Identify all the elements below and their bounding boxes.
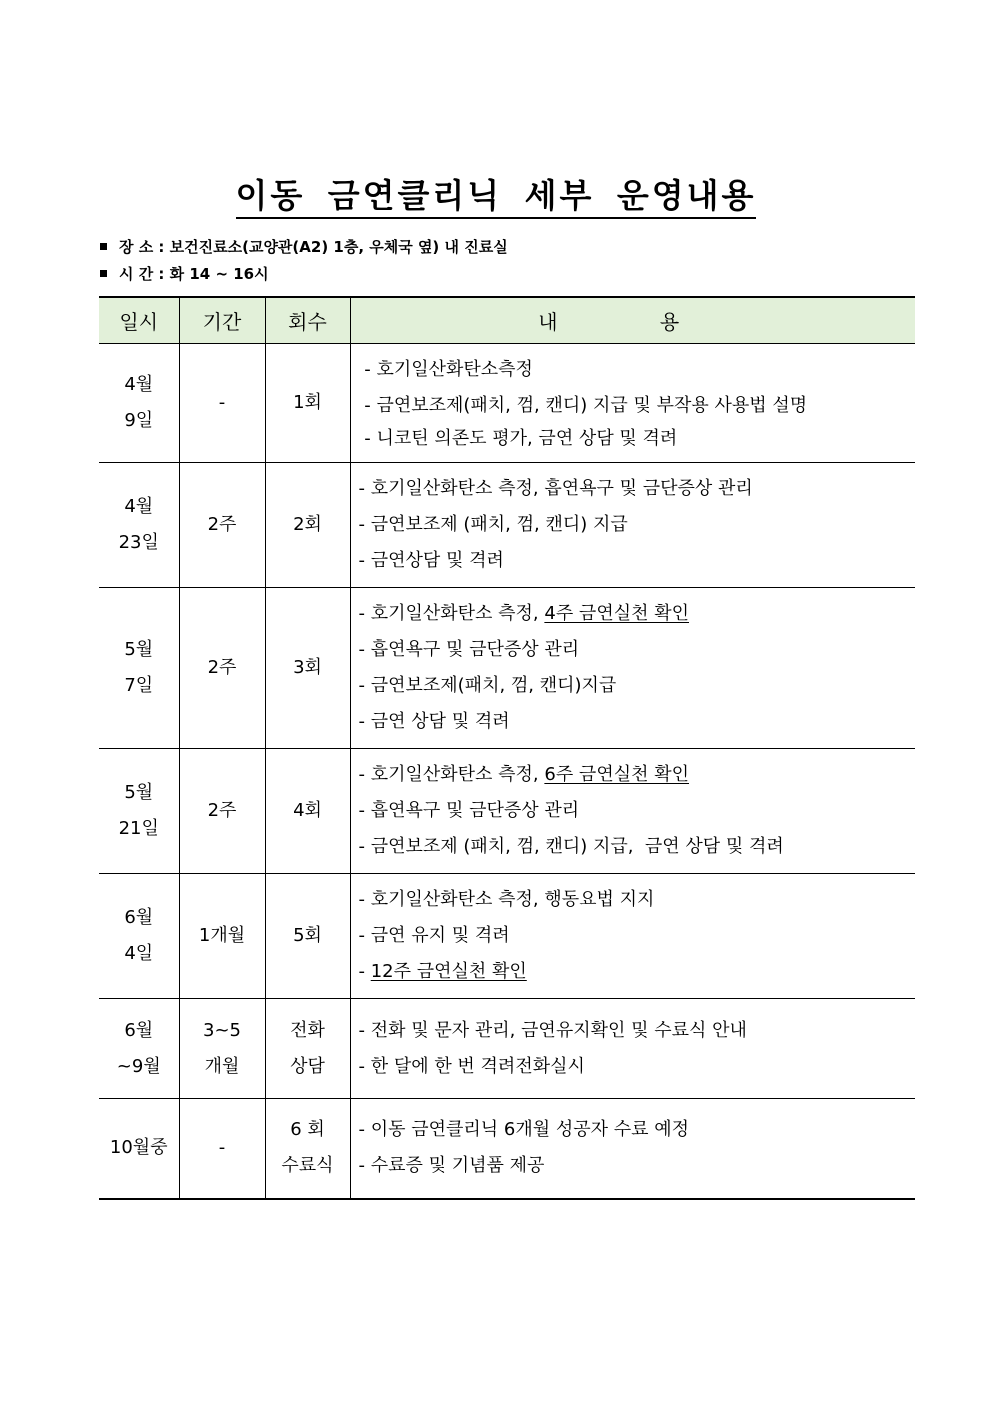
content-line — [359, 954, 916, 990]
content-text: - 금연상담 및 격려 — [358, 550, 504, 571]
cell-content — [350, 463, 915, 588]
content-line — [359, 543, 916, 579]
table-row — [99, 749, 915, 874]
header-date: 일시 — [99, 297, 179, 344]
table-row — [99, 999, 915, 1099]
table-row — [99, 874, 915, 999]
cell-count-line: 6 회 — [290, 1119, 325, 1141]
content-line — [359, 424, 916, 454]
table-row — [99, 588, 915, 749]
content-text: - 금연보조제(패치, 껌, 캔디) 지급 및 부작용 사용법 설명 — [358, 395, 808, 416]
cell-count — [265, 999, 350, 1099]
cell-date-line: 7일 — [124, 675, 154, 696]
content-line — [359, 668, 916, 704]
content-text: - 금연보조제 (패치, 껌, 캔디) 지급, 금연 상담 및 격려 — [358, 836, 784, 857]
cell-date-line: 6월 — [124, 1019, 154, 1041]
table-body — [99, 344, 915, 1199]
content-text: - 호기일산화탄소 측정, 흡연욕구 및 금단증상 관리 — [358, 478, 753, 499]
cell-period — [179, 1099, 265, 1199]
cell-content — [350, 1099, 915, 1199]
content-text: - 한 달에 한 번 격려전화실시 — [358, 1055, 585, 1077]
cell-count — [265, 463, 350, 588]
square-bullet-icon — [100, 243, 107, 250]
cell-period-line: - — [218, 392, 226, 413]
content-text: - 금연 상담 및 격려 — [358, 711, 510, 732]
content-line — [359, 507, 916, 543]
info-place — [100, 236, 508, 257]
content-text: - 흡연욕구 및 금단증상 관리 — [358, 639, 580, 660]
cell-period-line: 3~5 — [203, 1019, 241, 1041]
cell-period — [179, 999, 265, 1099]
content-text: - 호기일산화탄소 측정, — [358, 764, 545, 785]
content-text: - 호기일산화탄소 측정, — [358, 603, 545, 624]
cell-date-line: 6월 — [124, 907, 154, 928]
content-text: - 금연보조제 (패치, 껌, 캔디) 지급 — [358, 514, 628, 535]
content-line — [359, 829, 916, 865]
cell-count-line: 4회 — [293, 800, 322, 821]
underlined-text: 12주 금연실천 확인 — [370, 961, 527, 982]
cell-period-line: 2주 — [207, 657, 237, 678]
cell-period — [179, 588, 265, 749]
cell-count-line: 수료식 — [281, 1155, 334, 1177]
cell-content — [350, 999, 915, 1099]
table-row — [99, 344, 915, 463]
cell-period — [179, 874, 265, 999]
info-place-text: 장 소 : 보건진료소(교양관(A2) 1층, 우체국 옆) 내 진료실 — [119, 238, 508, 256]
header-count: 회수 — [265, 297, 350, 344]
cell-count — [265, 874, 350, 999]
cell-count-line: 상담 — [290, 1055, 325, 1077]
square-bullet-icon — [100, 270, 107, 277]
cell-period-line: 2주 — [207, 800, 237, 821]
cell-content — [350, 344, 915, 463]
cell-date-line: 9일 — [124, 410, 154, 431]
cell-date-line: 10월중 — [109, 1137, 168, 1159]
cell-date — [99, 463, 179, 588]
content-line — [359, 596, 916, 632]
info-time — [100, 263, 269, 284]
cell-date-line: 5월 — [124, 782, 154, 803]
cell-count-line: 3회 — [293, 657, 322, 678]
schedule-table — [99, 296, 915, 1200]
content-line — [359, 1112, 916, 1148]
cell-count — [265, 344, 350, 463]
content-line — [359, 704, 916, 740]
underlined-text: 6주 금연실천 확인 — [544, 764, 689, 785]
cell-date — [99, 749, 179, 874]
content-line — [359, 1049, 916, 1085]
cell-count — [265, 588, 350, 749]
cell-content — [350, 588, 915, 749]
cell-count — [265, 1099, 350, 1199]
content-text: - 금연보조제(패치, 껌, 캔디)지급 — [358, 675, 617, 696]
page-title — [0, 170, 992, 217]
table-row — [99, 463, 915, 588]
cell-date-line: 4월 — [124, 496, 154, 517]
content-text: - 이동 금연클리닉 6개월 성공자 수료 예정 — [358, 1119, 689, 1141]
content-line — [359, 632, 916, 668]
table-row — [99, 1099, 915, 1199]
cell-count-line: 전화 — [290, 1019, 325, 1041]
cell-period-line: 개월 — [204, 1055, 240, 1077]
cell-date — [99, 1099, 179, 1199]
content-text: - 전화 및 문자 관리, 금연유지확인 및 수료식 안내 — [358, 1019, 747, 1041]
cell-period-line: - — [218, 1137, 226, 1159]
cell-content — [350, 874, 915, 999]
cell-date — [99, 588, 179, 749]
cell-count-line: 5회 — [293, 925, 322, 946]
cell-period-line: 2주 — [207, 514, 237, 535]
content-line — [359, 388, 916, 424]
cell-date — [99, 344, 179, 463]
content-line — [359, 757, 916, 793]
cell-count-line: 2회 — [293, 514, 322, 535]
header-period: 기간 — [179, 297, 265, 344]
content-text: - 호기일산화탄소측정 — [358, 359, 533, 380]
cell-date — [99, 999, 179, 1099]
cell-period — [179, 344, 265, 463]
content-line — [359, 1148, 916, 1184]
content-line — [359, 352, 916, 388]
header-content: 내 용 — [350, 297, 915, 344]
cell-count-line: 1회 — [293, 392, 322, 413]
cell-date-line: 21일 — [118, 818, 159, 839]
cell-period-line: 1개월 — [198, 925, 246, 946]
underlined-text: 4주 금연실천 확인 — [544, 603, 689, 624]
cell-date-line: 4일 — [124, 943, 154, 964]
page-title-text: 이동 금연클리닉 세부 운영내용 — [236, 176, 757, 219]
content-text: - 흡연욕구 및 금단증상 관리 — [358, 800, 580, 821]
info-time-text: 시 간 : 화 14 ~ 16시 — [119, 265, 269, 283]
content-text: - 니코틴 의존도 평가, 금연 상담 및 격려 — [358, 428, 678, 449]
content-line — [359, 882, 916, 918]
content-line — [359, 471, 916, 507]
cell-date-line: 4월 — [124, 374, 154, 395]
content-line — [359, 918, 916, 954]
cell-date-line: 23일 — [118, 532, 159, 553]
content-text: - 수료증 및 기념품 제공 — [358, 1155, 545, 1177]
content-line — [359, 1013, 916, 1049]
cell-content — [350, 749, 915, 874]
cell-period — [179, 749, 265, 874]
content-text: - 금연 유지 및 격려 — [358, 925, 510, 946]
cell-date-line: 5월 — [124, 639, 154, 660]
cell-date — [99, 874, 179, 999]
content-text: - — [358, 961, 371, 982]
cell-period — [179, 463, 265, 588]
content-line — [359, 793, 916, 829]
cell-date-line: ~9월 — [116, 1055, 161, 1077]
table-header-row — [99, 297, 915, 344]
content-text: - 호기일산화탄소 측정, 행동요법 지지 — [358, 889, 655, 910]
cell-count — [265, 749, 350, 874]
